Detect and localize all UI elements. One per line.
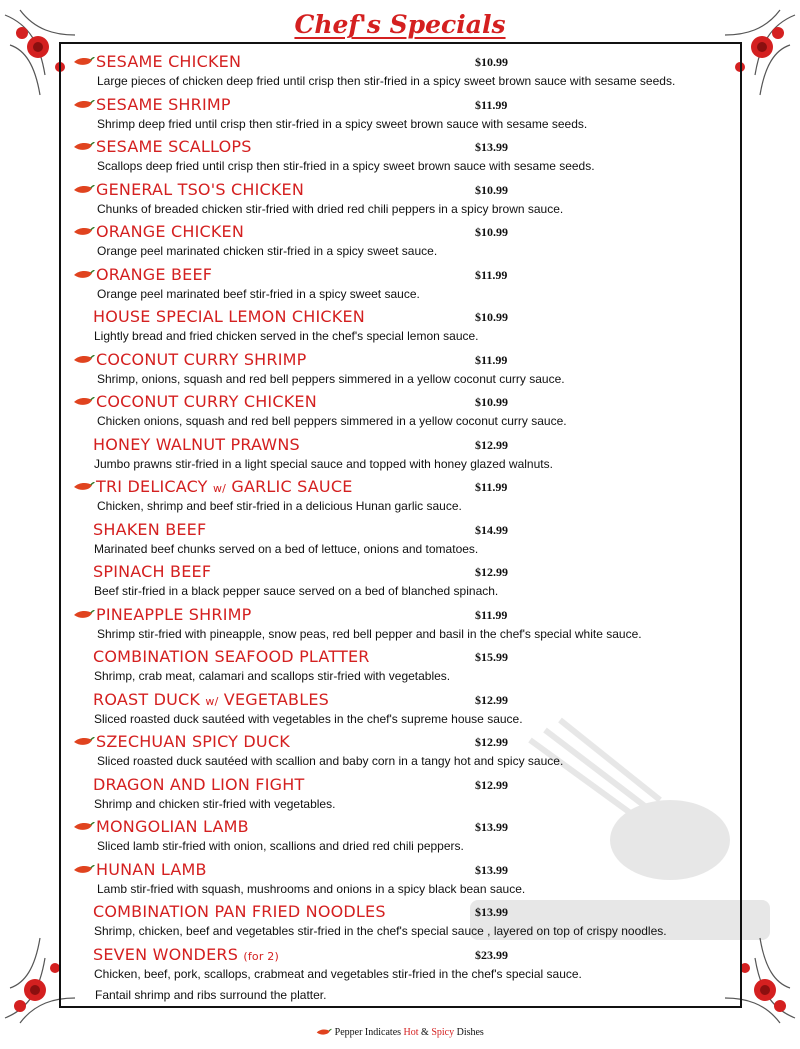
menu-item-name: HUNAN LAMB [96, 859, 207, 879]
menu-item-name: SHAKEN BEEF [93, 519, 207, 539]
menu-frame [59, 42, 742, 1008]
menu-item-price: $10.99 [475, 55, 508, 69]
menu-item-description: Lamb stir-fried with squash, mushrooms and onions in a spicy black bean sauce. [97, 881, 526, 896]
pepper-icon [73, 735, 95, 747]
menu-item-price: $11.99 [475, 607, 508, 622]
menu-item-price: $13.99 [475, 140, 508, 154]
menu-item-price: $13.99 [475, 820, 508, 834]
menu-item [61, 52, 744, 94]
pepper-icon [73, 820, 95, 832]
pepper-icon [73, 55, 95, 67]
menu-item [61, 435, 744, 477]
menu-item-description: Sliced roasted duck sautéed with scallion and baby corn in a tangy hot and spicy sauce. [97, 754, 564, 768]
menu-item-name: HONEY WALNUT PRAWNS [93, 434, 300, 454]
menu-item-name: SZECHUAN SPICY DUCK [96, 732, 290, 751]
menu-item-description: Scallops deep fried until crisp then stir-fried in a spicy sweet brown sauce with sesame seeds. [97, 159, 595, 173]
menu-item-price: $14.99 [475, 522, 508, 537]
menu-item [61, 647, 744, 689]
menu-item-description: Shrimp, onions, squash and red bell peppers simmered in a yellow coconut curry sauce. [97, 371, 565, 386]
legend-amp: & [418, 1027, 432, 1038]
menu-item [61, 520, 744, 562]
pepper-icon [73, 225, 95, 237]
menu-item [61, 307, 744, 349]
menu-item [61, 945, 744, 987]
menu-item-description: Shrimp stir-fried with pineapple, snow peas, red bell pepper and basil in the chef's special white sauce. [97, 626, 642, 641]
menu-item-price: $12.99 [475, 735, 508, 749]
menu-item [61, 95, 744, 137]
menu-item-name: SPINACH BEEF [93, 562, 212, 581]
menu-item-description: Lightly bread and fried chicken served in the chef's special lemon sauce. [94, 329, 479, 343]
menu-item-description: Orange peel marinated chicken stir-fried in a spicy sweet sauce. [97, 244, 438, 258]
legend-spicy: Spicy [431, 1027, 455, 1038]
legend-hot: Hot [403, 1027, 419, 1038]
menu-item-price: $12.99 [475, 692, 508, 707]
menu-item-price: $13.99 [475, 862, 508, 877]
menu-item-name: COMBINATION PAN FRIED NOODLES [93, 902, 386, 921]
menu-item-price: $13.99 [475, 905, 508, 919]
menu-item-description: Shrimp deep fried until crisp then stir-fried in a spicy sweet brown sauce with sesame seeds. [97, 116, 588, 131]
seven-wonders-extra-note: Fantail shrimp and ribs surround the platter. [95, 988, 327, 1002]
pepper-icon [73, 98, 95, 110]
menu-item-price: $23.99 [475, 947, 508, 962]
pepper-icon [73, 268, 95, 280]
menu-item [61, 605, 744, 647]
menu-item-name: MONGOLIAN LAMB [96, 817, 249, 836]
menu-item-price: $12.99 [475, 437, 508, 452]
menu-item-description: Shrimp, crab meat, calamari and scallops stir-fried with vegetables. [94, 669, 451, 683]
menu-item-description: Sliced lamb stir-fried with onion, scallions and dried red chili peppers. [97, 839, 464, 853]
menu-item-name: SEVEN WONDERS (for 2) [93, 944, 279, 964]
pepper-icon [73, 480, 95, 492]
menu-item [61, 817, 744, 859]
menu-item-name: PINEAPPLE SHRIMP [96, 604, 252, 624]
page-title: Chef's Specials [294, 10, 506, 39]
menu-item [61, 732, 744, 774]
menu-item-price: $10.99 [475, 225, 508, 239]
menu-item [61, 860, 744, 902]
menu-item-name: SESAME SHRIMP [96, 94, 231, 114]
menu-item-name: TRI DELICACY w/ GARLIC SAUCE [96, 477, 353, 496]
menu-item-description: Chicken, shrimp and beef stir-fried in a delicious Hunan garlic sauce. [97, 499, 462, 513]
legend-suffix: Dishes [454, 1027, 484, 1038]
menu-item-description: Chunks of breaded chicken stir-fried with dried red chili peppers in a spicy brown sauce. [97, 201, 564, 216]
menu-item-description: Sliced roasted duck sautéed with vegetables in the chef's supreme house sauce. [94, 711, 523, 726]
menu-item-price: $15.99 [475, 650, 508, 664]
menu-item-price: $10.99 [475, 395, 508, 409]
menu-item [61, 562, 744, 604]
legend-prefix: Pepper Indicates [334, 1027, 404, 1038]
menu-item-name: GENERAL TSO'S CHICKEN [96, 179, 305, 199]
pepper-icon [73, 183, 95, 195]
menu-item-name: COMBINATION SEAFOOD PLATTER [93, 647, 370, 666]
menu-item-name: ROAST DUCK w/ VEGETABLES [93, 689, 329, 709]
menu-item-name: DRAGON AND LION FIGHT [93, 774, 305, 794]
menu-item-name: COCONUT CURRY SHRIMP [96, 349, 307, 369]
menu-item-price: $10.99 [475, 310, 508, 324]
menu-item [61, 222, 744, 264]
menu-item-price: $11.99 [475, 352, 508, 367]
menu-item-description: Large pieces of chicken deep fried until crisp then stir-fried in a spicy sweet brown sauce with sesame seeds. [97, 74, 676, 88]
menu-item-description: Chicken, beef, pork, scallops, crabmeat and vegetables stir-fried in the chef's special sauce. [94, 966, 582, 981]
menu-item-price: $11.99 [475, 97, 508, 112]
menu-item [61, 137, 744, 179]
menu-item [61, 902, 744, 944]
menu-item-description: Orange peel marinated beef stir-fried in a spicy sweet sauce. [97, 286, 420, 301]
menu-item-name: HOUSE SPECIAL LEMON CHICKEN [93, 307, 365, 326]
menu-item-name: SESAME CHICKEN [96, 52, 242, 71]
pepper-icon [73, 353, 95, 365]
pepper-icon [73, 863, 95, 875]
menu-item [61, 265, 744, 307]
menu-item-description: Chicken onions, squash and red bell peppers simmered in a yellow coconut curry sauce. [97, 414, 567, 428]
menu-item [61, 180, 744, 222]
menu-item-description: Marinated beef chunks served on a bed of lettuce, onions and tomatoes. [94, 541, 479, 556]
menu-item-price: $12.99 [475, 777, 508, 792]
pepper-icon [316, 1028, 332, 1037]
menu-item-name: ORANGE CHICKEN [96, 222, 245, 241]
menu-item-description: Jumbo prawns stir-fried in a light special sauce and topped with honey glazed walnuts. [94, 456, 553, 471]
menu-item [61, 350, 744, 392]
spicy-legend [0, 1027, 800, 1038]
menu-item-description: Shrimp and chicken stir-fried with vegetables. [94, 796, 336, 811]
menu-item-name: COCONUT CURRY CHICKEN [96, 392, 317, 411]
menu-item-name: ORANGE BEEF [96, 264, 213, 284]
menu-item [61, 775, 744, 817]
pepper-icon [73, 395, 95, 407]
menu-item [61, 690, 744, 732]
menu-item-price: $11.99 [475, 267, 508, 282]
pepper-icon [73, 140, 95, 152]
menu-item [61, 477, 744, 519]
menu-item-price: $10.99 [475, 182, 508, 197]
menu-item-price: $11.99 [475, 480, 508, 494]
menu-item-description: Shrimp, chicken, beef and vegetables stir-fried in the chef's special sauce , layered on top of crispy noodles. [94, 924, 667, 938]
menu-item-price: $12.99 [475, 565, 508, 579]
pepper-icon [73, 608, 95, 620]
menu-item-name: SESAME SCALLOPS [96, 137, 252, 156]
menu-item-description: Beef stir-fried in a black pepper sauce served on a bed of blanched spinach. [94, 584, 499, 598]
menu-item [61, 392, 744, 434]
